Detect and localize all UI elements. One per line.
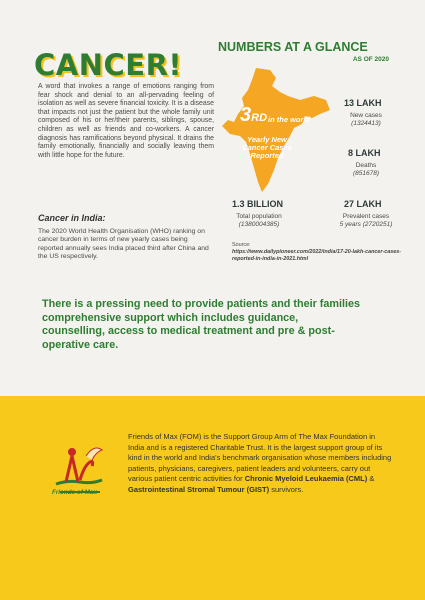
rank-subtitle: in the world: [268, 115, 311, 124]
stat-population-value: 1.3 BILLION: [232, 199, 284, 209]
stat-deaths-value: 8 LAKH: [348, 148, 381, 158]
page-title: CANCER!: [34, 48, 183, 82]
as-of-label: AS OF 2020: [352, 56, 389, 63]
stat-population-label: Total population (1380004385): [236, 213, 282, 228]
stat-new-cases-value: 13 LAKH: [344, 98, 382, 108]
stat-deaths-label: Deaths (851678): [352, 162, 380, 177]
rank-number: 3RD: [240, 104, 268, 126]
logo-text: Friends of Max: [52, 489, 98, 496]
numbers-title: NUMBERS AT A GLANCE: [218, 40, 368, 54]
india-map-icon: [218, 66, 332, 194]
stat-new-cases-label: New cases (1324413): [350, 112, 382, 127]
india-paragraph: The 2020 World Health Organisation (WHO) ranking on cancer burden in terms of new yearly cases being reported annually sees India placed third after China and the US respectively.: [38, 228, 209, 261]
stat-prevalent-value: 27 LAKH: [344, 199, 382, 209]
stat-prevalent-label: Prevalent cases 5 years (2720251): [339, 213, 393, 228]
intro-paragraph: A word that invokes a range of emotions ranging from fear shock and denial to an all-pervading feeling of isolation as well as severe financial toxicity. It is a disease that impacts not just the patient but the whole family unit composed of his or her/their parents, siblings, spouse, children as well as friends and co-workers. A cancer diagnosis has ramifications beyond physical. It drains the family emotionally, financially and socially leaving them with little hope for the future.: [38, 83, 214, 159]
fom-paragraph: Friends of Max (FOM) is the Support Group Arm of The Max Foundation in India and is a registered Charitable Trust. It is the largest support group of its kind in the world and India's benchmark organisation whose members including patients, physicians, caregivers, patient leaders and volunteers, carry out various patient centric activities for Chronic Myeloid Leukaemia (CML) & Gastrointestinal Stromal Tumour (GIST) survivors.: [128, 432, 392, 494]
india-heading: Cancer in India:: [38, 213, 106, 223]
map-caption: Yearly New Cancer Cases Reported: [242, 135, 292, 160]
source-note: Source: https://www.dailypioneer.com/2022/india/17-20-lakh-cancer-cases-reported-in-india-in-2021.html: [232, 242, 412, 262]
callout-text: There is a pressing need to provide patients and their families comprehensive support which includes guidance, counselling, access to medical treatment and pre & post-operative care.: [42, 298, 360, 351]
source-link[interactable]: https://www.dailypioneer.com/2022/india/17-20-lakh-cancer-cases-reported-in-india-in-2021.html: [232, 248, 402, 262]
